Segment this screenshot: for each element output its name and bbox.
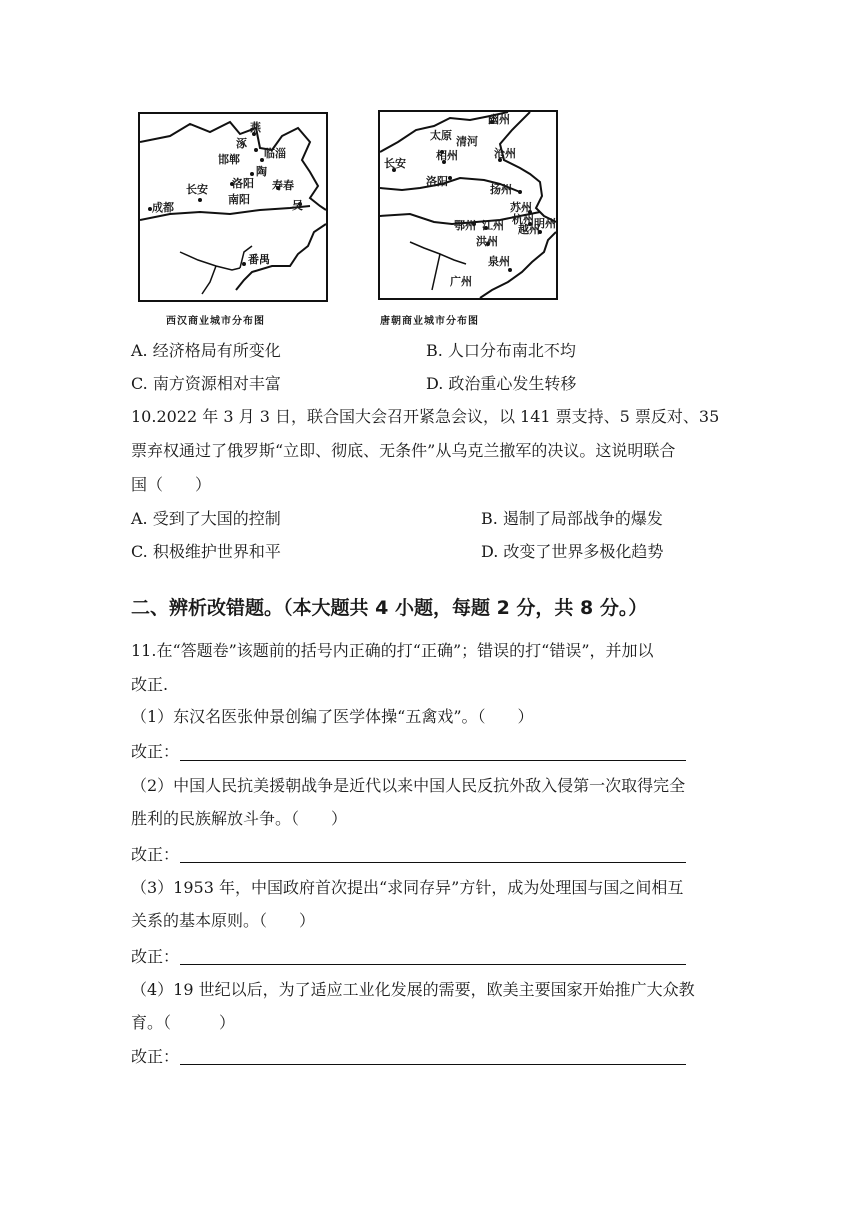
city-label: 临淄 — [264, 147, 286, 160]
section-2-title: 二、辨析改错题。（本大题共 4 小题，每题 2 分，共 8 分。） — [131, 597, 648, 619]
q9-option-c: C. 南方资源相对丰富 — [131, 374, 281, 393]
q11-statement-2-line2: 胜利的民族解放斗争。（ ） — [131, 809, 348, 828]
correction-answer-line[interactable] — [180, 964, 686, 965]
city-label: 苏州 — [510, 201, 532, 214]
map-tang — [378, 110, 558, 300]
city-label: 陶 — [256, 165, 267, 178]
map-caption-left: 西汉商业城市分布图 — [166, 316, 265, 327]
city-label: 广州 — [450, 275, 472, 288]
city-label: 洪州 — [476, 235, 498, 248]
city-label: 太原 — [430, 129, 452, 142]
map-caption-right: 唐朝商业城市分布图 — [380, 316, 479, 327]
city-label: 扬州 — [490, 183, 512, 196]
city-label: 长安 — [384, 157, 406, 170]
city-label: 明州 — [534, 217, 556, 230]
q10-option-b: B. 遏制了局部战争的爆发 — [481, 509, 663, 528]
correction-label: 改正： — [131, 947, 180, 966]
q11-statement-4-line1: （4）19 世纪以后，为了适应工业化发展的需要，欧美主要国家开始推广大众教 — [131, 980, 695, 999]
city-label: 邯郸 — [218, 153, 240, 166]
correction-answer-line[interactable] — [180, 862, 686, 863]
q10-stem-line1: 10.2022 年 3 月 3 日，联合国大会召开紧急会议，以 141 票支持、5 票反对、35 — [131, 407, 720, 426]
city-label: 杭州 — [512, 213, 534, 226]
city-label: 越州 — [518, 223, 540, 236]
q10-option-c: C. 积极维护世界和平 — [131, 542, 281, 561]
city-label: 沧州 — [494, 147, 516, 160]
map-western-han — [138, 112, 328, 302]
correction-label: 改正： — [131, 1047, 180, 1066]
correction-label: 改正： — [131, 742, 180, 761]
correction-label: 改正： — [131, 845, 180, 864]
q11-statement-1: （1）东汉名医张仲景创编了医学体操“五禽戏”。（ ） — [131, 707, 534, 726]
q9-option-d: D. 政治重心发生转移 — [426, 374, 577, 393]
city-label: 番禺 — [248, 253, 270, 266]
city-label: 成都 — [152, 201, 174, 214]
city-label: 相州 — [436, 149, 458, 162]
q11-statement-3-line1: （3）1953 年，中国政府首次提出“求同存异”方针，成为处理国与国之间相互 — [131, 878, 684, 897]
q11-statement-3-line2: 关系的基本原则。（ ） — [131, 911, 316, 930]
city-label: 清河 — [456, 135, 478, 148]
city-label: 燕 — [250, 121, 261, 134]
city-label: 江州 — [482, 219, 504, 232]
q10-option-d: D. 改变了世界多极化趋势 — [481, 542, 664, 561]
q11-statement-2-line1: （2）中国人民抗美援朝战争是近代以来中国人民反抗外敌入侵第一次取得完全 — [131, 776, 686, 795]
city-label: 泉州 — [488, 255, 510, 268]
q9-option-b: B. 人口分布南北不均 — [426, 341, 576, 360]
city-label: 涿 — [236, 137, 247, 150]
city-label: 幽州 — [488, 113, 510, 126]
city-label: 长安 — [186, 183, 208, 196]
city-label: 洛阳 — [426, 175, 448, 188]
q11-stem-line1: 11.在“答题卷”该题前的括号内正确的打“正确”；错误的打“错误”，并加以 — [131, 641, 654, 660]
q9-option-a: A. 经济格局有所变化 — [131, 341, 281, 360]
city-label: 寿春 — [272, 179, 294, 192]
q10-option-a: A. 受到了大国的控制 — [131, 509, 281, 528]
correction-answer-line[interactable] — [180, 1064, 686, 1065]
correction-answer-line[interactable] — [180, 760, 686, 761]
q10-stem-line3: 国（ ） — [131, 475, 212, 494]
city-label: 洛阳 — [232, 177, 254, 190]
q11-statement-4-line2: 育。（ ） — [131, 1013, 236, 1032]
q11-stem-line2: 改正. — [131, 675, 169, 694]
city-label: 吴 — [292, 199, 303, 212]
q10-stem-line2: 票弃权通过了俄罗斯“立即、彻底、无条件”从乌克兰撤军的决议。这说明联合 — [131, 441, 676, 460]
city-label: 鄂州 — [454, 219, 476, 232]
city-label: 南阳 — [228, 193, 250, 206]
